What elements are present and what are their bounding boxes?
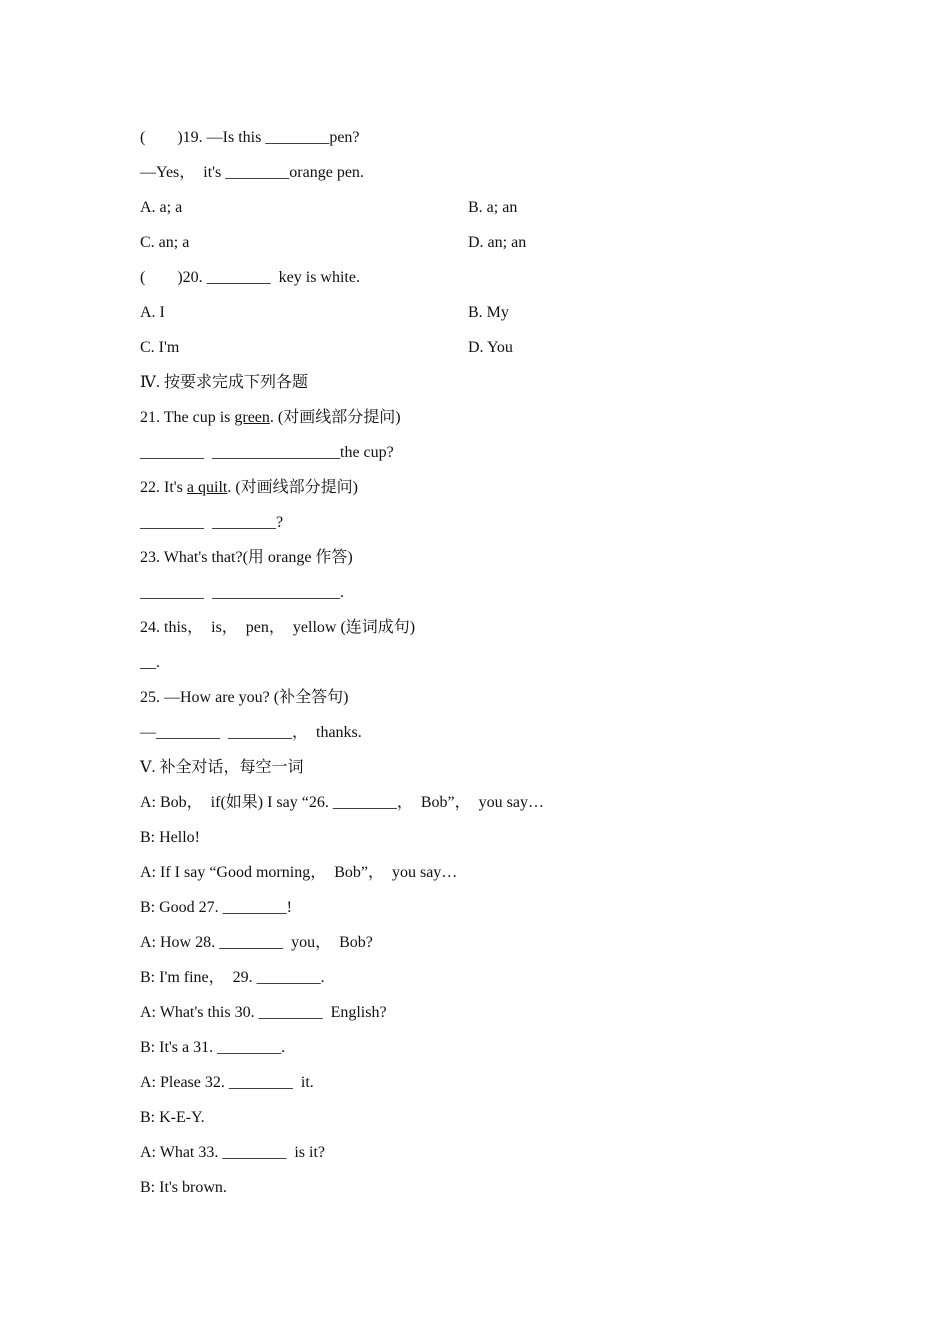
q21-prompt [140, 408, 401, 428]
dialogue-line: A: Please 32. ________ it. [140, 1074, 314, 1091]
q22-prompt [140, 478, 358, 498]
dialogue-line: B: It's brown. [140, 1179, 227, 1196]
q24-prompt: 24. this， is， pen， yellow (连词成句) [140, 619, 416, 636]
q19-option-d: D. an; an [468, 234, 527, 251]
q20-option-b: B. My [468, 304, 509, 321]
q21-underlined: green [234, 409, 270, 426]
q19-reply: —Yes， it's ________orange pen. [140, 164, 364, 181]
q25-prompt: 25. —How are you? (补全答句) [140, 689, 349, 706]
q25-answer: —________ ________， thanks. [140, 724, 362, 741]
dialogue-line: B: Hello! [140, 829, 200, 846]
q22-underlined: a quilt [186, 479, 228, 496]
q19-stem: ( )19. —Is this ________pen? [140, 129, 360, 146]
q20-stem: ( )20. ________ key is white. [140, 269, 360, 286]
section5-heading: Ⅴ. 补全对话，每空一词 [140, 759, 304, 776]
q20-option-c: C. I'm [140, 339, 180, 356]
q21-answer: ________ ________________the cup? [140, 444, 394, 461]
q20-option-a: A. I [140, 304, 165, 321]
dialogue-line: A: How 28. ________ you， Bob? [140, 934, 373, 951]
dialogue-line: A: Bob， if(如果) I say “26. ________， Bob”， you say… [140, 794, 544, 811]
dialogue-line: A: What 33. ________ is it? [140, 1144, 326, 1161]
q22-answer: ________ ________? [140, 514, 284, 531]
q19-option-b: B. a; an [468, 199, 518, 216]
dialogue-line: B: K-E-Y. [140, 1109, 205, 1126]
q21-prompt-post: . (对画线部分提问) [269, 409, 401, 426]
q19-option-c: C. an; a [140, 234, 190, 251]
q22-prompt-pre: 22. It's [140, 479, 187, 496]
dialogue-line: B: I'm fine， 29. ________. [140, 969, 325, 986]
q23-prompt: 23. What's that?(用 orange 作答) [140, 549, 353, 566]
dialogue-line: A: What's this 30. ________ English? [140, 1004, 387, 1021]
dialogue-line: A: If I say “Good morning， Bob”， you say… [140, 864, 458, 881]
dialogue-line: B: Good 27. ________! [140, 899, 292, 916]
q24-answer: __. [140, 654, 160, 671]
dialogue-line: B: It's a 31. ________. [140, 1039, 286, 1056]
q22-prompt-post: . (对画线部分提问) [227, 479, 358, 496]
q19-option-a: A. a; a [140, 199, 183, 216]
section4-heading: Ⅳ. 按要求完成下列各题 [140, 374, 308, 391]
q23-answer: ________ ________________. [140, 584, 344, 601]
q21-prompt-pre: 21. The cup is [140, 409, 235, 426]
q20-option-d: D. You [468, 339, 513, 356]
